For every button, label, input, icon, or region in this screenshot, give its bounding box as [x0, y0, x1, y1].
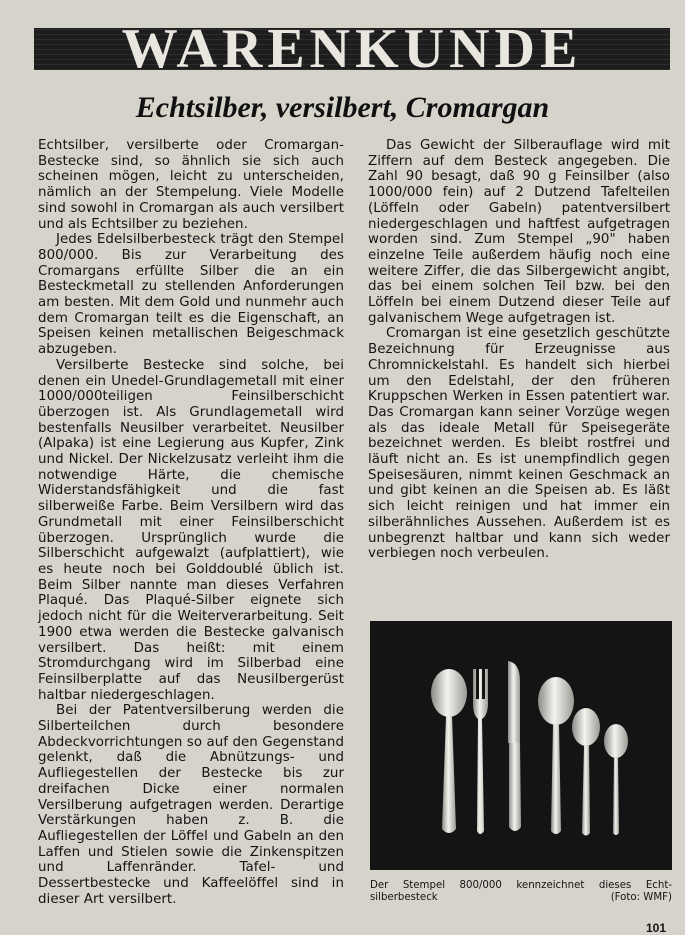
photo-caption [370, 880, 672, 904]
page-number: 101 [646, 921, 667, 935]
paragraph: Bei der Patentversilberung werden die Silberteilchen durch besondere Abdeckvorrichtungen so auf den Gegenstand gelenkt, daß die Abnützungs- und Aufliegestellen der Bestecke bis zur dreifachen Dicke einer normalen Versilberung aufgetragen werden. Derartige Verstärkungen haben z. B. die Aufliegestellen der Löffel und Gabeln an den Laffen und Stielen sowie die Zinkenspitzen und Laffenränder. Tafel- und Dessertbestecke und Kaffeelöffel sind in dieser Art versilbert. [38, 703, 344, 907]
section-banner: WARENKUNDE [121, 18, 583, 80]
article-title: Echtsilber, versilbert, Cromargan [135, 91, 550, 124]
left-column [38, 138, 344, 907]
paragraph: Versilberte Bestecke sind solche, bei denen ein Unedel-Grundlagemetall mit einer 1000/000teiligen Feinsilberschicht überzogen ist. Als Grundlagemetall wird bestenfalls Neusilber verarbeitet. Neusilber (Alpaka) ist eine Legierung aus Kupfer, Zink und Nickel. Der Nickelzusatz verleiht ihm die notwendige Härte, die chemische Widerstandsfähigkeit und die fast silberweiße Farbe. Beim Versilbern wird das Grundmetall mit einer Feinsilberschicht überzogen. Ursprünglich wurde die Silberschicht aufgewalzt (aufplattiert), wie es heute noch bei Golddoublé üblich ist. Beim Silber nannte man dieses Verfahren Plaqué. Das Plaqué-Silber eignete sich jedoch nicht für die Weiterverarbeitung. Seit 1900 etwa werden die Bestecke galvanisch versilbert. Das heißt: mit einem Stromdurchgang wird im Silberbad eine Feinsilberplatte auf das Neusilbergerüst haltbar niedergeschlagen. [38, 357, 344, 703]
tablespoon-shape [431, 669, 467, 833]
coffee-spoon-shape [604, 724, 628, 835]
paragraph: Echtsilber, versilberte oder Cromargan-Bestecke sind, so ähnlich sie sich auch scheinen mögen, leicht zu unterscheiden, nämlich an der Stempelung. Viele Modelle sind sowohl in Cromargan als auch versilbert und als Echtsilber zu beziehen. [38, 138, 344, 232]
cutlery-photo [370, 621, 672, 870]
cutlery-illustration [370, 621, 672, 870]
knife-shape [508, 661, 521, 831]
fork-shape [473, 669, 488, 834]
paragraph: Jedes Edelsilberbesteck trägt den Stempel 800/000. Bis zur Verarbeitung des Cromargans erfüllte Silber die an ein Besteckmetall zu stellenden Anforderungen am besten. Mit dem Gold und nunmehr auch dem Cromargan teilt es die Eigenschaft, an Speisen keinen metallischen Beigeschmack abzugeben. [38, 232, 344, 358]
paragraph: Cromargan ist eine gesetzlich geschützte Bezeichnung für Erzeugnisse aus Chromnickelstahl. Es handelt sich hierbei um den Edelstahl, der den früheren Kruppschen Werken in Essen patentiert war. Das Cromargan kann seiner Vorzüge wegen als das ideale Metall für Speisegeräte bezeichnet werden. Es bleibt rostfrei und läuft nicht an. Es ist unempfindlich gegen Speisesäuren, nimmt keinen Geschmack an und gibt keinen an die Speisen ab. Es läßt sich leicht reinigen und hat immer ein silberähnliches Aussehen. Außerdem ist es unbegrenzt haltbar und kann sich weder verbiegen noch verbeulen. [368, 326, 670, 562]
dessert-spoon-shape [538, 677, 574, 834]
teaspoon-shape [572, 708, 600, 836]
caption-line: silberbesteck [370, 892, 438, 903]
right-column [368, 138, 670, 562]
caption-line: Der Stempel 800/000 kennzeichnet dieses Echt- [370, 880, 672, 891]
paragraph: Das Gewicht der Silberauflage wird mit Ziffern auf dem Besteck angegeben. Die Zahl 90 besagt, daß 90 g Feinsilber (also 1000/000 fein) auf 2 Dutzend Tafelteilen (Löffeln oder Gabeln) patentversilbert niedergeschlagen und haftfest aufgetragen worden sind. Zum Stempel „90" haben einzelne Teile außerdem häufig noch eine weitere Ziffer, die das Silbergewicht angibt, das bei einem solchen Teil bzw. bei den Löffeln bei einem Dutzend dieser Teile auf galvanischem Wege aufgetragen ist. [368, 138, 670, 326]
photo-credit: (Foto: WMF) [610, 892, 672, 903]
